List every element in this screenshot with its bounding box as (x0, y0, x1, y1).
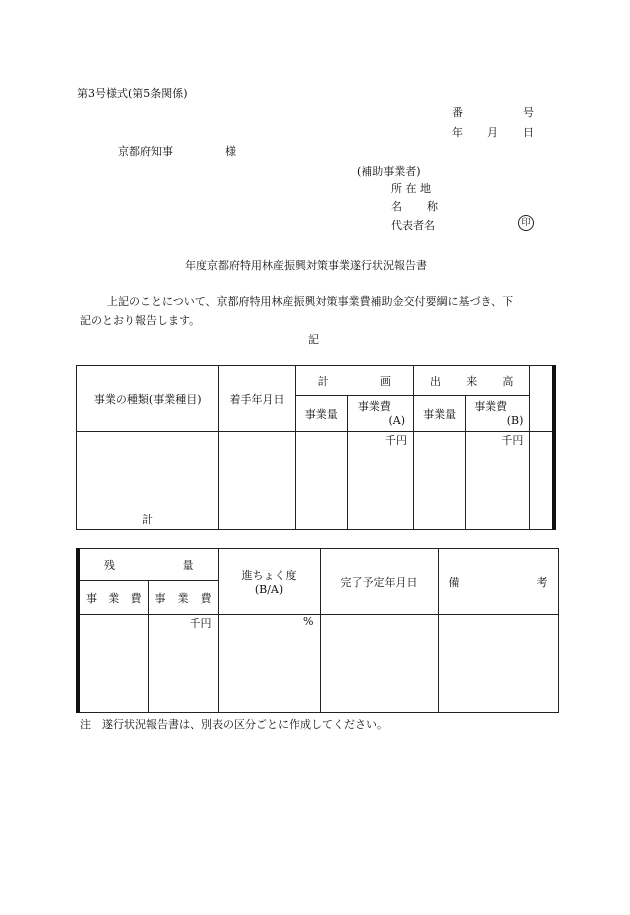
total-label: 計 (142, 513, 153, 526)
col-done-cost (466, 396, 530, 432)
footnote: 注 遂行状況報告書は、別表の区分ごとに作成してください。 (80, 718, 388, 731)
cell-done-amount (414, 432, 466, 530)
seal-icon: 印 (518, 215, 534, 231)
remarks-char-1: 備 (448, 575, 460, 589)
c2-char-2: 業 (177, 591, 189, 605)
done-char-1: 出 (430, 374, 442, 388)
progress-sub: (B/A) (254, 583, 284, 596)
done-char-3: 高 (502, 374, 514, 388)
done-char-2: 来 (466, 374, 478, 388)
date-day: 日 (523, 126, 534, 139)
cell-plan-cost: 千円 (347, 432, 413, 530)
plan-char-2: 画 (380, 374, 392, 388)
c1-char-3: 費 (130, 591, 142, 605)
representative-label: 代表者名 (391, 219, 435, 232)
progress-label: 進ちょく度 (241, 569, 297, 582)
col-remaining (78, 549, 218, 581)
done-cost-label: 事業費 (474, 400, 508, 413)
remaining-char-2: 量 (182, 558, 194, 572)
c2-char-1: 事 (154, 591, 166, 605)
plan-cost-label: 事業費 (357, 400, 391, 413)
col-done-amount: 事業量 (414, 396, 466, 432)
col-plan (295, 366, 413, 396)
addressee: 京都府知事 (118, 145, 173, 158)
body-line-2: 記のとおり報告します。 (80, 314, 201, 327)
col-remaining-cost-2 (148, 581, 218, 615)
done-cost-sub: (B) (506, 414, 524, 427)
col-plan-amount: 事業量 (295, 396, 347, 432)
cell-progress: % (218, 615, 320, 713)
name-label-2: 称 (427, 200, 438, 213)
c1-char-2: 業 (108, 591, 120, 605)
cell-remaining-2: 千円 (148, 615, 218, 713)
cell-remarks (438, 615, 558, 713)
col-remarks (438, 549, 558, 615)
c2-char-3: 費 (200, 591, 212, 605)
cell-start-date (219, 432, 295, 530)
remaining-char-1: 残 (104, 558, 115, 572)
addressee-suffix: 様 (225, 145, 236, 158)
number-suffix: 号 (523, 106, 534, 119)
col-business-type: 事業の種類(事業種目) (77, 366, 219, 432)
plan-char-1: 計 (317, 374, 329, 388)
cell-completion-date (320, 615, 438, 713)
cell-blank (530, 432, 554, 530)
col-remaining-cost-1 (78, 581, 148, 615)
col-done (414, 366, 530, 396)
col-completion-date: 完了予定年月日 (320, 549, 438, 615)
cell-business-type (77, 432, 219, 530)
date-month: 月 (487, 126, 498, 139)
cell-plan-amount (295, 432, 347, 530)
col-start-date: 着手年月日 (219, 366, 295, 432)
progress-table-plan (76, 365, 556, 530)
cell-remaining-1 (78, 615, 148, 713)
document-title: 年度京都府特用林産振興対策事業遂行状況報告書 (185, 259, 427, 272)
cell-done-cost: 千円 (466, 432, 530, 530)
ki-mark: 記 (308, 333, 319, 346)
col-progress (218, 549, 320, 615)
number-label: 番 (452, 106, 463, 119)
body-line-1: 上記のことについて、京都府特用林産振興対策事業費補助金交付要綱に基づき、下 (107, 295, 514, 308)
date-year: 年 (452, 126, 463, 139)
blank-col-header (530, 366, 554, 432)
c1-char-1: 事 (86, 591, 97, 605)
plan-cost-sub: (A) (388, 414, 406, 427)
progress-table-remaining (76, 548, 559, 713)
applicant-heading: (補助事業者) (357, 165, 421, 178)
address-label: 所 在 地 (391, 182, 431, 195)
form-number: 第3号様式(第5条関係) (77, 87, 188, 100)
col-plan-cost (347, 396, 413, 432)
name-label-1: 名 (391, 200, 402, 213)
remarks-char-2: 考 (536, 575, 548, 589)
